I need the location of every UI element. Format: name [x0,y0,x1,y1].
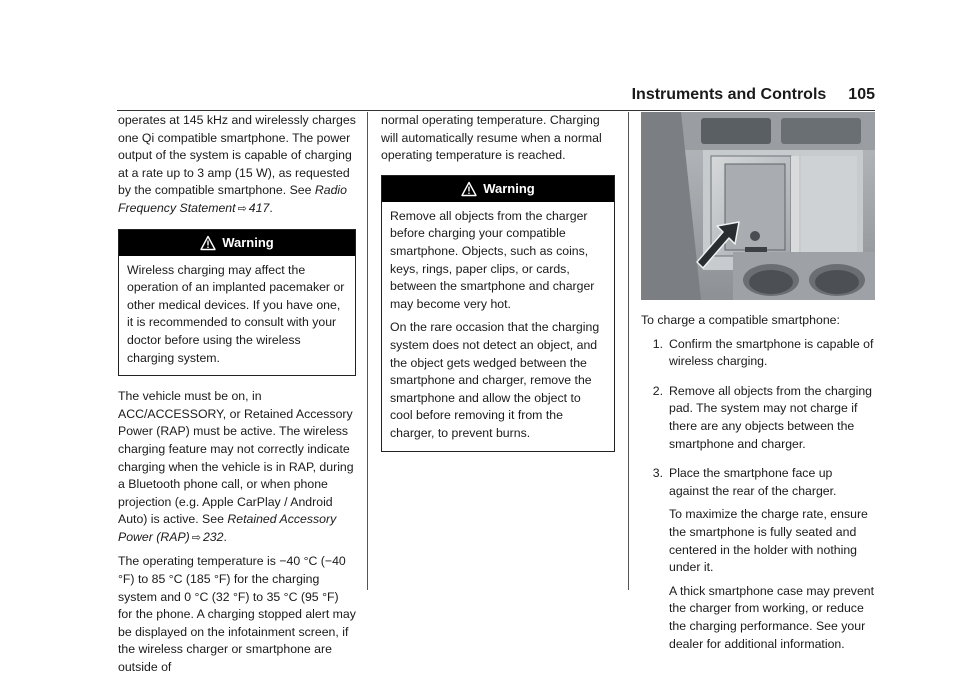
warning-body [119,256,355,376]
step-subtext: To maximize the charge rate, ensure the smartphone is fully seated and centered in the holder with nothing under it. [669,507,868,575]
warning-triangle-icon [461,181,477,197]
warning-text: Wireless charging may affect the operation of an implanted pacemaker or other medical devices. If you have one, it is recommended to consult with your doctor before using the wireless charging system. [127,262,345,365]
paragraph: normal operating temperature. Charging will automatically resume when a normal operating temperature is reached. [381,113,602,163]
warning-text: Remove all objects from the charger before charging your compatible smartphone. Objects, such as coins, keys, rings, paper clips, or cards, between the smartphone and charger may become very hot. [390,208,595,311]
column-right [641,112,875,665]
cross-reference-link[interactable]: Retained Accessory Power (RAP) [118,512,337,544]
warning-box [381,175,615,452]
column-left [118,112,356,683]
column-middle [381,112,615,464]
list-item [641,383,875,459]
list-item [641,465,875,659]
warning-title: Warning [483,180,535,196]
column-divider [628,112,629,590]
paragraph: operates at 145 kHz and wirelessly charges one Qi compatible smartphone. The power output of the system is capable of charging at a rate up to 3 amp (15 W), as requested by the compatible smartphone. See Radio Frequency Statement ⇨ 417. [118,113,356,215]
steps-list [641,336,875,660]
step-number: 3. [652,466,663,481]
page-ref-arrow-icon: ⇨ [237,202,247,215]
page-ref-arrow-icon: ⇨ [191,531,201,544]
cross-reference-page[interactable]: 417 [248,200,270,215]
header-rule [117,110,875,111]
warning-text: On the rare occasion that the charging system does not detect an object, and the object gets wedged between the smartphone and charger, remove the smartphone and allow the object to cool before removing it from the charger, to prevent burns. [390,320,600,440]
page-header [600,86,875,110]
cross-reference-page[interactable]: 232 [202,529,224,544]
section-title: Instruments and Controls [631,86,827,103]
warning-header [119,230,355,256]
steps-intro: To charge a compatible smartphone: [641,313,840,327]
step-text: Confirm the smartphone is capable of wireless charging. [669,336,874,369]
list-item [641,336,875,377]
warning-title: Warning [222,234,274,250]
step-number: 2. [652,383,663,398]
warning-box [118,229,356,377]
paragraph: The operating temperature is −40 °C (−40 °F) to 85 °C (185 °F) for the charging system and 0 °C (32 °F) to 35 °C (95 °F) for the phone. A charging stopped alert may be displayed on the infotainment screen, if the wireless charger or smartphone are outside of [118,554,356,675]
step-text: Remove all objects from the charging pad. The system may not charge if there are any objects between the smartphone and charger. [669,383,872,451]
warning-body [382,202,614,451]
step-text: Place the smartphone face up against the rear of the charger. [669,466,837,498]
warning-header [382,176,614,202]
cross-reference-link[interactable]: Radio Frequency Statement [118,183,348,215]
step-number: 1. [652,336,663,351]
column-divider [367,112,368,590]
wireless-charger-photo [641,112,875,300]
step-subtext: A thick smartphone case may prevent the charger from working, or reduce the charging performance. See your dealer for additional information. [669,583,875,651]
paragraph: The vehicle must be on, in ACC/ACCESSORY, or Retained Accessory Power (RAP) must be active. The wireless charging feature may not correctly indicate charging when the vehicle is in RAP, during a Bluetooth phone call, or when phone projection (e.g. Apple CarPlay / Android Auto) is active. See Retained Accessory Power (RAP) ⇨ 232. [118,389,354,544]
warning-triangle-icon [200,235,216,251]
page-number: 105 [848,86,875,103]
